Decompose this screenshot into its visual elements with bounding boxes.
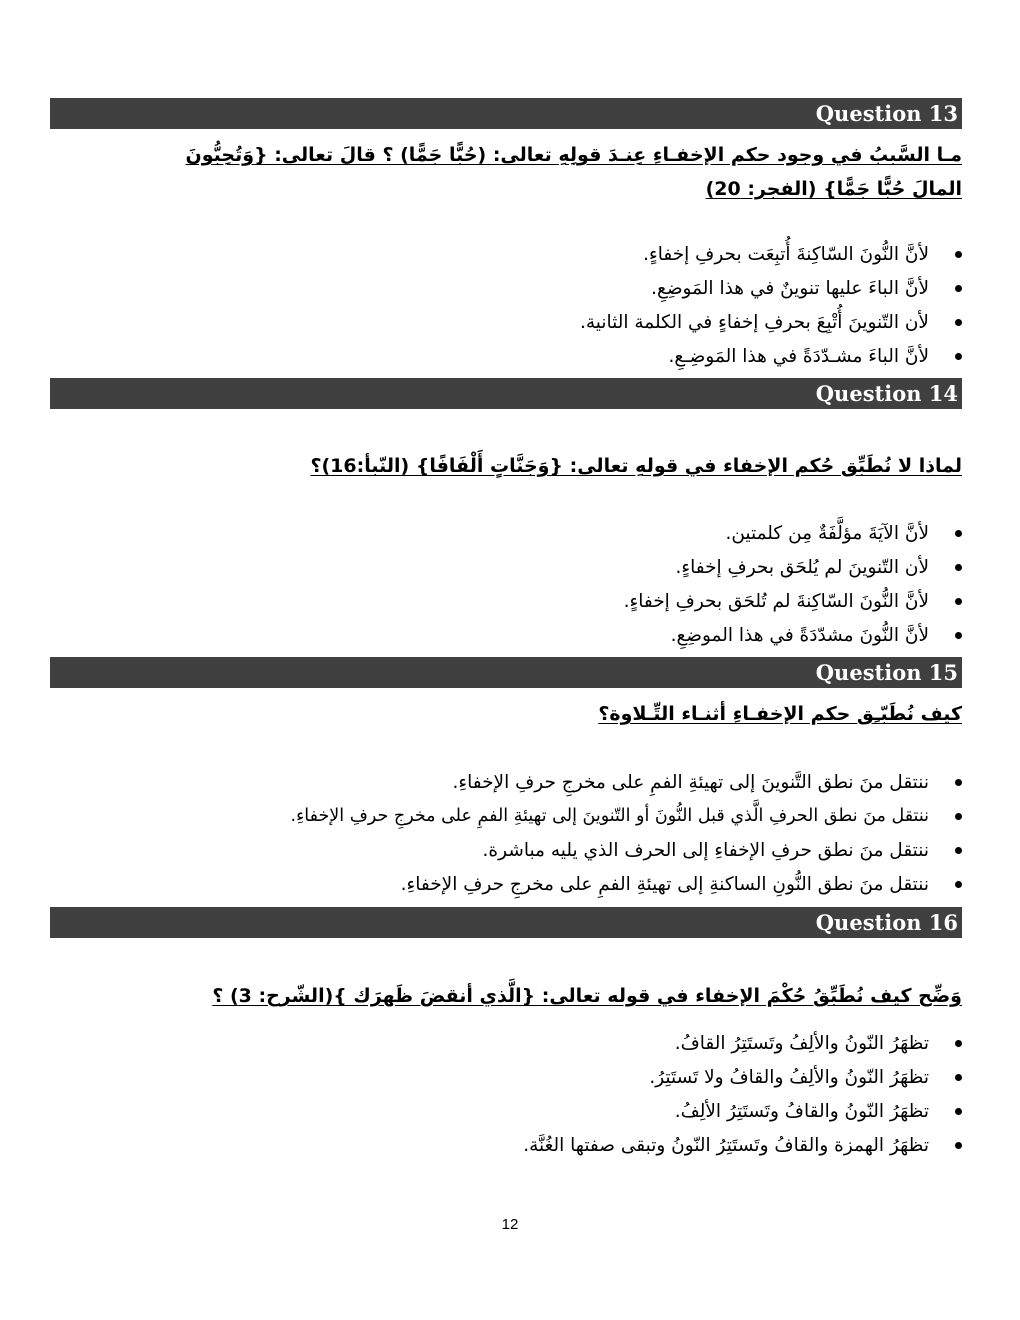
- question-14-header: [50, 378, 962, 409]
- bullet-icon: [955, 881, 962, 888]
- question-13-label: Question 13: [815, 101, 958, 126]
- option-item[interactable]: [523, 1094, 962, 1128]
- question-15-label: Question 15: [815, 660, 958, 685]
- question-16-label: Question 16: [815, 910, 958, 935]
- bullet-icon: [955, 779, 962, 786]
- question-15-options: [291, 765, 962, 901]
- option-text: لأنَّ النُّونَ السّاكِنةَ لم تُلحَق بحرفِ إخفاءٍ.: [623, 590, 929, 612]
- option-item[interactable]: [624, 550, 962, 584]
- option-item[interactable]: [291, 765, 962, 799]
- page-number: 12: [501, 1216, 519, 1233]
- option-text: تظهَرُ النّونُ والألِفُ وتَستَتِرُ القافُ.: [674, 1032, 929, 1054]
- bullet-icon: [955, 1040, 962, 1047]
- option-item[interactable]: [291, 799, 962, 833]
- question-16-header: [50, 907, 962, 938]
- bullet-icon: [955, 598, 962, 605]
- option-text: لأنَّ الآيَةَ مؤلَّفَةٌ مِن كلمتين.: [725, 522, 929, 544]
- option-text: ننتقل منَ نطق النُّونِ الساكنةِ إلى تهيئةِ الفمِ على مخرجِ حرفِ الإخفاءِ.: [400, 873, 929, 895]
- option-text: لأن التّنوينَ لم يُلحَق بحرفِ إخفاءٍ.: [675, 556, 929, 578]
- bullet-icon: [955, 564, 962, 571]
- bullet-icon: [955, 285, 962, 292]
- option-text: ننتقل منَ نطق حرفِ الإخفاءِ إلى الحرف الذي يليه مباشرة.: [482, 839, 929, 861]
- question-16-prompt: وَضِّح كيف نُطَبِّقُ حُكْمَ الإخفاء في قوله تعالى: {الَّذي أنقضَ ظَهرَك }(الشّرح: 3) ؟: [212, 985, 962, 1007]
- bullet-icon: [955, 813, 962, 820]
- bullet-icon: [955, 1142, 962, 1149]
- option-item[interactable]: [291, 833, 962, 867]
- question-15-prompt: كيف نُطَبّـِق حكم الإخفـاءِ أثنـاء التِّـلاوة؟: [598, 703, 962, 725]
- question-14-prompt: لماذا لا نُطَبِّق حُكم الإخفاء في قولهِ تعالى: {وَجَنَّاتٍ أَلْفَافًا} (النّبأ:16)؟: [310, 455, 962, 477]
- option-text: تظهَرُ الهمزة والقافُ وتَستَتِرُ النّونُ وتبقى صفتها الغُنَّة.: [523, 1134, 929, 1156]
- question-15-header: [50, 657, 962, 688]
- option-item[interactable]: [291, 867, 962, 901]
- option-item[interactable]: [580, 271, 962, 305]
- option-item[interactable]: [624, 584, 962, 618]
- option-text: لأنَّ الباءَ مشـدّدَةً في هذا المَوضِـعِ.: [668, 345, 929, 367]
- bullet-icon: [955, 353, 962, 360]
- option-item[interactable]: [523, 1128, 962, 1162]
- option-text: لأنَّ الباءَ عليها تنوينٌ في هذا المَوضِعِ.: [651, 277, 929, 299]
- bullet-icon: [955, 319, 962, 326]
- question-13-options: [580, 237, 962, 373]
- question-14-label: Question 14: [815, 381, 958, 406]
- option-item[interactable]: [580, 339, 962, 373]
- bullet-icon: [955, 530, 962, 537]
- option-text: لأنَّ النُّونَ مشدّدَةً في هذا الموضِعِ.: [670, 624, 929, 646]
- question-13-prompt: مـا السَّببُ في وجود حكم الإخفـاءِ عِنـدَ قولِهِ تعالى: (حُبًّا جَمًّا) ؟ قالَ تعالى: {وَتُحِبُّونَ المالَ حُبًّا جَمًّا} (الفجر: 20): [185, 144, 962, 200]
- option-text: لأن التّنوينَ أُتْبِعَ بحرفِ إخفاءٍ في الكلمة الثانية.: [579, 311, 929, 333]
- bullet-icon: [955, 847, 962, 854]
- bullet-icon: [955, 1074, 962, 1081]
- option-text: لأنَّ النُّونَ السّاكِنةَ أُتبِعَت بحرفِ إخفاءٍ.: [643, 243, 929, 265]
- question-13-header: [50, 98, 962, 129]
- option-item[interactable]: [580, 305, 962, 339]
- question-16-options: [523, 1026, 962, 1162]
- bullet-icon: [955, 1108, 962, 1115]
- option-item[interactable]: [523, 1060, 962, 1094]
- option-item[interactable]: [624, 618, 962, 652]
- question-14-options: [624, 516, 962, 652]
- option-item[interactable]: [580, 237, 962, 271]
- option-text: ننتقل منَ نطق الحرفِ الَّذي قبل النُّونَ أو التّنوينَ إلى تهيئةِ الفمِ على مخرجِ حرفِ الإخفاءِ.: [290, 806, 929, 826]
- option-item[interactable]: [523, 1026, 962, 1060]
- option-item[interactable]: [624, 516, 962, 550]
- option-text: ننتقل منَ نطق التَّنوينَ إلى تهيئةِ الفمِ على مخرجِ حرفِ الإخفاءِ.: [452, 771, 929, 793]
- option-text: تظهَرُ النّونُ والألِفُ والقافُ ولا تَستَتِرُ.: [649, 1066, 929, 1088]
- option-text: تظهَرُ النّونُ والقافُ وتَستَتِرُ الألِفُ.: [674, 1100, 929, 1122]
- bullet-icon: [955, 632, 962, 639]
- bullet-icon: [955, 251, 962, 258]
